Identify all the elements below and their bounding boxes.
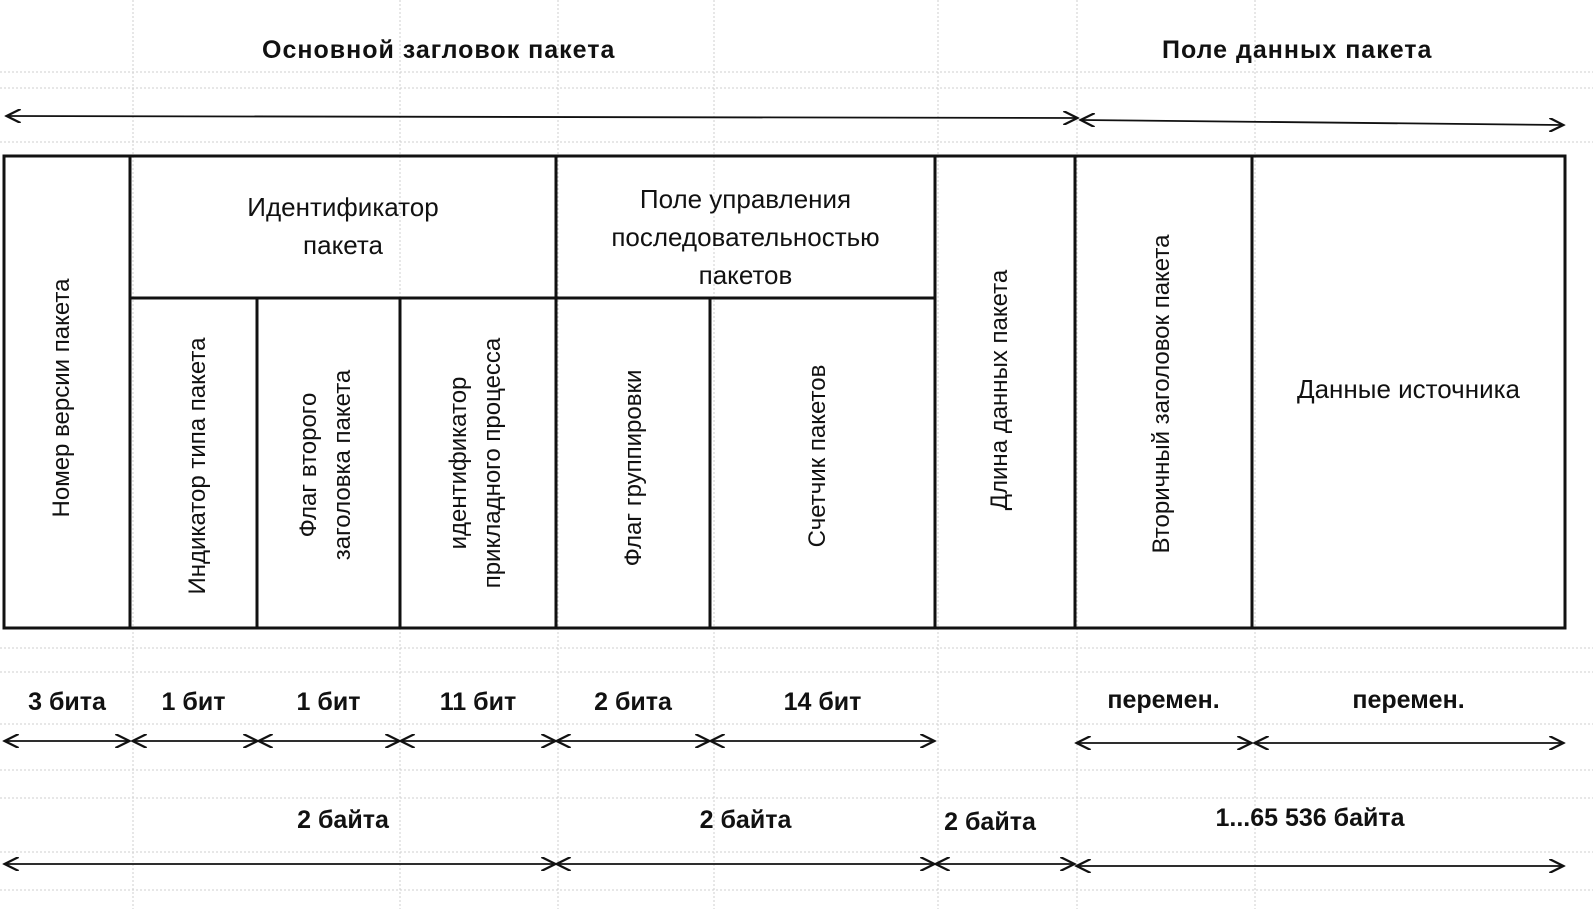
size-version: 3 бита: [28, 688, 106, 716]
size-type-indicator: 1 бит: [161, 688, 226, 716]
group-packet-id-line1: Идентификатор: [247, 192, 439, 222]
bytes-packet-id: 2 байта: [297, 806, 389, 834]
group-sequence-control-line1: Поле управления: [639, 184, 852, 214]
field-app-process-id: [442, 338, 510, 589]
field-type-indicator: Индикатор типа пакета: [184, 337, 211, 595]
field-sec-header-flag-line1: Флаг второго: [295, 392, 322, 538]
group-sequence-control-line2: последовательностью: [611, 222, 880, 252]
header-arrows: [8, 116, 1562, 125]
data-field-title: Поле данных пакета: [1162, 36, 1433, 64]
field-grouping-flag: Флаг группировки: [620, 369, 647, 567]
size-sec-header-flag: 1 бит: [296, 688, 361, 716]
field-version: Номер версии пакета: [48, 278, 75, 518]
size-grouping-flag: 2 бита: [594, 688, 672, 716]
size-packet-counter: 14 бит: [783, 688, 862, 716]
size-source-data: перемен.: [1352, 686, 1465, 714]
byte-size-arrows: [6, 864, 1562, 866]
field-data-length: Длина данных пакета: [986, 269, 1013, 511]
field-source-data: Данные источника: [1296, 374, 1521, 404]
field-app-process-id-line1: идентификатор: [445, 376, 472, 550]
bytes-sequence-control: 2 байта: [699, 806, 792, 834]
main-header-span-arrow: [8, 116, 1076, 118]
field-packet-counter: Счетчик пакетов: [804, 364, 831, 548]
field-sec-header-flag: [292, 370, 360, 561]
group-packet-id-line2: пакета: [303, 230, 383, 260]
field-app-process-id-line2: прикладного процесса: [479, 337, 506, 589]
main-header-title: Основной загловок пакета: [262, 36, 616, 64]
size-secondary-header: перемен.: [1107, 686, 1220, 714]
field-sec-header-flag-line2: заголовка пакета: [329, 369, 356, 561]
bytes-data-length: 2 байта: [944, 808, 1036, 836]
group-sequence-control: [556, 180, 935, 294]
group-packet-id: [130, 188, 556, 264]
group-sequence-control-line3: пакетов: [698, 260, 793, 290]
bit-size-arrows: [6, 741, 1562, 743]
field-secondary-header: Вторичный заголовок пакета: [1148, 234, 1175, 554]
data-field-span-arrow: [1082, 120, 1562, 125]
bytes-data-field: 1...65 536 байта: [1215, 804, 1405, 832]
size-app-process-id: 11 бит: [439, 688, 517, 716]
